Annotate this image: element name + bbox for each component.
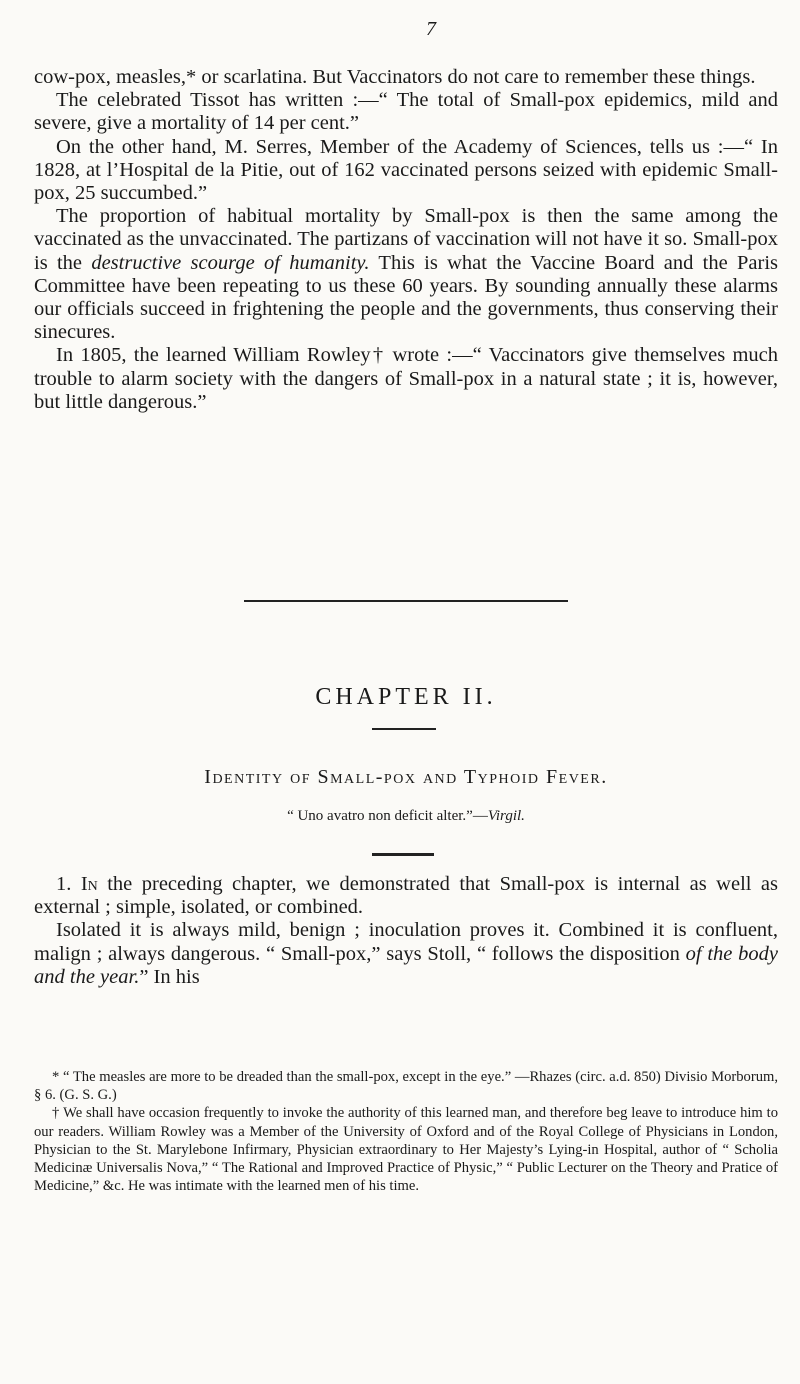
paragraph: The celebrated Tissot has written :—“ The total of Small-pox epidemics, mild and severe, give a mortality of 14 per cent.”: [34, 89, 778, 135]
paragraph: 1. In the preceding chapter, we demonstrated that Small-pox is internal as well as external ; simple, isolated, or combined.: [34, 873, 779, 919]
epigraph-author: Virgil.: [487, 808, 525, 824]
section-text: [34, 873, 778, 989]
paragraph: The proportion of habitual mortality by Small-pox is then the same among the vaccinated as the unvaccinated. The partizans of vaccination will not have it so. Small-pox is the destructive scourge of humanity. This is what the Vaccine Board and the Paris Committee have been repeating to us these 60 years. By sounding annually these alarms our officials succeed in frightening the people and the governments, thus conserving their sinecures.: [34, 205, 778, 344]
page-number: 7: [426, 18, 436, 40]
epigraph: “ Uno avatro non deficit alter.”—Virgil.: [287, 808, 525, 824]
footnote: * “ The measles are more to be dreaded than the small-pox, except in the eye.” —Rhazes (circ. a.d. 850) Divisio Morborum, § 6. (G. S. G.): [34, 1069, 778, 1104]
footnotes: [34, 1068, 778, 1195]
footnote: † We shall have occasion frequently to invoke the authority of this learned man, and therefore beg leave to introduce him to our readers. William Rowley was a Member of the University of Oxford and of the Royal College of Physicians in London, Physician to the St. Marylebone Infirmary, Physician extraordinary to Her Majesty’s Lying-in Hospital, author of “ Scholia Medicinæ Universalis Nova,” “ The Rational and Improved Practice of Physic,” “ Public Lecturer on the Theory and Pratice of Medicine,” &c. He was intimate with the learned men of his time.: [34, 1105, 778, 1195]
chapter-subtitle: Identity of Small-pox and Typhoid Fever.: [204, 766, 608, 788]
chapter-rule: [372, 728, 436, 730]
paragraph: cow-pox, measles,* or scarlatina. But Vaccinators do not care to remember these things.: [34, 66, 756, 88]
chapter-heading: CHAPTER II.: [315, 684, 497, 710]
section-divider: [244, 600, 568, 602]
paragraph: In 1805, the learned William Rowley† wrote :—“ Vaccinators give themselves much trouble to alarm society with the dangers of Small-pox in a natural state ; it is, however, but little dangerous.”: [34, 344, 778, 413]
paragraph: On the other hand, M. Serres, Member of the Academy of Sciences, tells us :—“ In 1828, at l’Hospital de la Pitie, out of 162 vaccinated persons seized with epidemic Small-pox, 25 succumbed.”: [34, 135, 778, 205]
paragraph: Isolated it is always mild, benign ; inoculation proves it. Combined it is confluent, malign ; always dangerous. “ Small-pox,” says Stoll, “ follows the disposition of the body and the year.” In his: [34, 919, 779, 988]
emphasis: of the body and the year.: [34, 942, 779, 988]
body-text: [34, 66, 778, 414]
emphasis: destructive scourge of humanity.: [91, 251, 370, 274]
epigraph-rule: [372, 853, 434, 856]
